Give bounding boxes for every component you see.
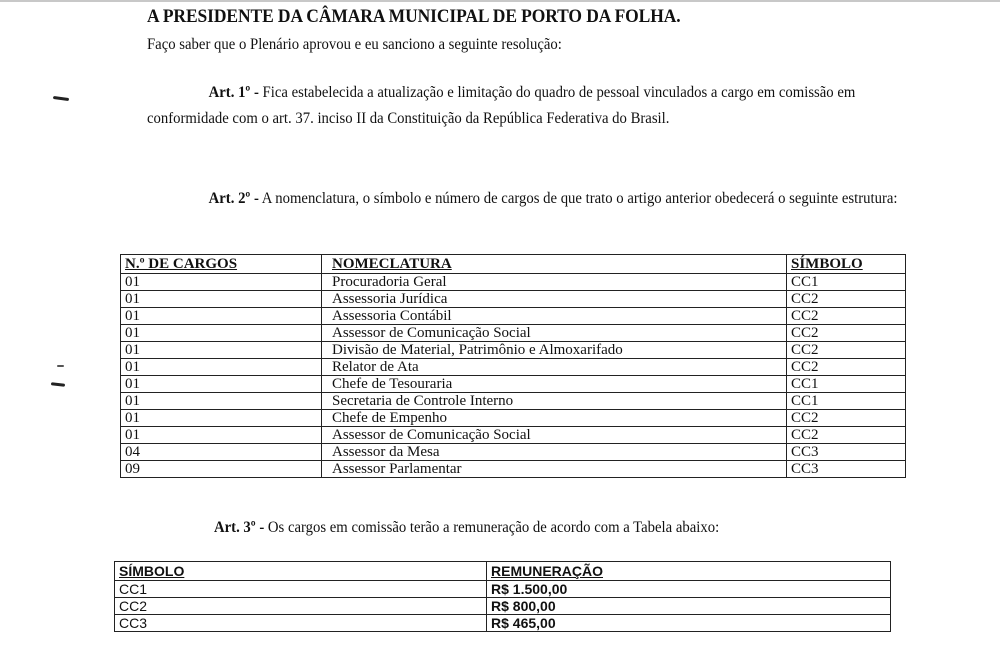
cell-nomenclatura: Assessoria Jurídica — [322, 291, 787, 308]
scan-pen-mark — [53, 96, 69, 101]
scan-top-edge — [0, 0, 1000, 2]
cell-nomenclatura: Assessor de Comunicação Social — [322, 325, 787, 342]
article-1-label: Art. 1º - — [208, 84, 259, 101]
cell-simbolo: CC2 — [787, 325, 906, 342]
article-1 — [147, 80, 911, 132]
cell-simbolo: CC3 — [787, 461, 906, 478]
cell-num-cargos: 01 — [121, 325, 322, 342]
cell-num-cargos: 01 — [121, 427, 322, 444]
article-2-label: Art. 2º - — [208, 190, 259, 207]
cell-simbolo: CC2 — [787, 427, 906, 444]
cell-nomenclatura: Assessor Parlamentar — [322, 461, 787, 478]
cell-simbolo: CC2 — [787, 359, 906, 376]
remuneracao-table-header-row — [115, 562, 891, 581]
table-row — [115, 581, 891, 598]
scan-pen-mark — [57, 365, 64, 367]
table-row — [121, 410, 906, 427]
remuneracao-table — [114, 561, 891, 632]
cell-num-cargos: 01 — [121, 359, 322, 376]
cell-simbolo: CC1 — [787, 393, 906, 410]
table-row — [121, 291, 906, 308]
table-row — [121, 308, 906, 325]
table-row — [121, 427, 906, 444]
cell-num-cargos: 09 — [121, 461, 322, 478]
cargos-table-header-row — [121, 255, 906, 274]
cell-remuneracao: R$ 465,00 — [487, 615, 891, 632]
cell-nomenclatura: Assessor da Mesa — [322, 444, 787, 461]
table-row — [121, 461, 906, 478]
article-3-text: Os cargos em comissão terão a remuneração de acordo com a Tabela abaixo: — [267, 519, 720, 536]
intro-text: Faço saber que o Plenário aprovou e eu sanciono a seguinte resolução: — [147, 36, 562, 53]
cell-num-cargos: 01 — [121, 308, 322, 325]
cell-nomenclatura: Chefe de Empenho — [322, 410, 787, 427]
cargos-table — [120, 254, 906, 478]
cell-nomenclatura: Procuradoria Geral — [322, 274, 787, 291]
header-simbolo: SÍMBOLO — [787, 255, 906, 274]
table-row — [115, 615, 891, 632]
cell-nomenclatura: Divisão de Material, Patrimônio e Almoxarifado — [322, 342, 787, 359]
table-row — [115, 598, 891, 615]
table-row — [121, 274, 906, 291]
cell-simbolo: CC2 — [787, 410, 906, 427]
table-row — [121, 376, 906, 393]
table-row — [121, 444, 906, 461]
article-2 — [147, 186, 911, 212]
article-3-label: Art. 3º - — [214, 519, 265, 536]
scan-pen-mark — [51, 382, 65, 386]
table-row — [121, 359, 906, 376]
cell-remuneracao: R$ 800,00 — [487, 598, 891, 615]
cell-num-cargos: 01 — [121, 342, 322, 359]
article-1-text: Fica estabelecida a atualização e limitação do quadro de pessoal vinculados a cargo em comissão em conformidade com o art. 37. inciso II da Constituição da República Federativa do Brasil. — [147, 84, 856, 127]
article-2-text: A nomenclatura, o símbolo e número de cargos de que trato o artigo anterior obedecerá o seguinte estrutura: — [261, 190, 898, 207]
cell-num-cargos: 01 — [121, 291, 322, 308]
cell-simbolo: CC1 — [787, 274, 906, 291]
header-num-cargos: N.º DE CARGOS — [121, 255, 322, 274]
cell-nomenclatura: Secretaria de Controle Interno — [322, 393, 787, 410]
cell-nomenclatura: Assessoria Contábil — [322, 308, 787, 325]
header-simbolo: SÍMBOLO — [115, 562, 487, 581]
cell-num-cargos: 01 — [121, 410, 322, 427]
cell-num-cargos: 01 — [121, 376, 322, 393]
cell-num-cargos: 01 — [121, 274, 322, 291]
header-remuneracao: REMUNERAÇÃO — [487, 562, 891, 581]
cell-simbolo: CC2 — [787, 308, 906, 325]
cell-simbolo: CC3 — [115, 615, 487, 632]
cell-num-cargos: 04 — [121, 444, 322, 461]
table-row — [121, 393, 906, 410]
cell-simbolo: CC1 — [115, 581, 487, 598]
cell-simbolo: CC2 — [787, 291, 906, 308]
header-nomenclatura: NOMECLATURA — [322, 255, 787, 274]
cell-nomenclatura: Relator de Ata — [322, 359, 787, 376]
cell-num-cargos: 01 — [121, 393, 322, 410]
document-heading: A PRESIDENTE DA CÂMARA MUNICIPAL DE PORTO DA FOLHA. — [147, 6, 681, 27]
cell-simbolo: CC1 — [787, 376, 906, 393]
cell-nomenclatura: Assessor de Comunicação Social — [322, 427, 787, 444]
cell-simbolo: CC2 — [787, 342, 906, 359]
table-row — [121, 325, 906, 342]
cell-simbolo: CC3 — [787, 444, 906, 461]
article-3 — [214, 519, 719, 537]
cell-remuneracao: R$ 1.500,00 — [487, 581, 891, 598]
table-row — [121, 342, 906, 359]
cell-nomenclatura: Chefe de Tesouraria — [322, 376, 787, 393]
cell-simbolo: CC2 — [115, 598, 487, 615]
